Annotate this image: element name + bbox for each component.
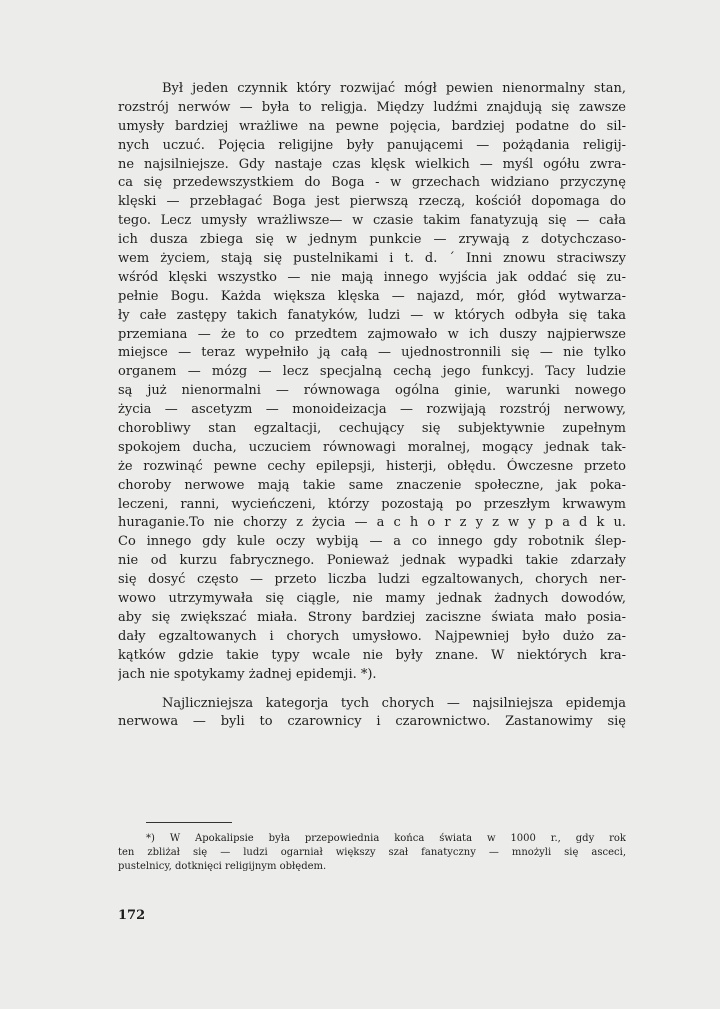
text-line: wśród klęski wszystko — nie mają innego wyjścia jak oddać się zu- (118, 269, 626, 285)
text-line: tego. Lecz umysły wrażliwsze— w czasie takim fanatyzują się — cała (118, 213, 626, 229)
text-line: Najliczniejsza kategorja tych chorych — najsilniejsza epidemja (162, 695, 626, 711)
text-line: kątków gdzie takie typy wcale nie były znane. W niektórych kra- (118, 647, 626, 663)
text-line: są już nienormalni — równowaga ogólna ginie, warunki nowego (118, 383, 626, 399)
text-line: spokojem ducha, uczuciem równowagi moralnej, mogący jednak tak- (118, 439, 626, 455)
text-line: nych uczuć. Pojęcia religijne były panującemi — pożądania religij- (118, 137, 626, 153)
footnote-line: ten zbliżał się — ludzi ogarniał większy szał fanatyczny — mnożyli się asceci, (118, 847, 626, 858)
page-number: 172 (118, 908, 146, 923)
footnote-line: pustelnicy, dotknięci religijnym obłędem. (118, 861, 327, 872)
footnote-divider (146, 822, 232, 823)
text-line: się dosyć często — przeto liczba ludzi egzaltowanych, chorych ner- (118, 572, 626, 588)
text-line: aby się zwiększać miała. Strony bardziej zaciszne świata mało posia- (118, 609, 626, 625)
footnote-line: *) W Apokalipsie była przepowiednia końca świata w 1000 r., gdy rok (146, 833, 626, 844)
paragraph-2 (118, 695, 626, 733)
text-line: Co innego gdy kule oczy wybiją — a co innego gdy robotnik ślep- (118, 534, 626, 550)
text-line: Był jeden czynnik który rozwijać mógł pewien nienormalny stan, (162, 81, 626, 96)
text-line: ich dusza zbiega się w jednym punkcie — zrywają z dotychczaso- (118, 232, 626, 248)
text-line: organem — mózg — lecz specjalną cechą jego funkcyj. Tacy ludzie (118, 364, 626, 380)
body-text (118, 80, 626, 732)
text-line: ca się przedewszystkiem do Boga - w grzechach widziano przyczynę (118, 175, 626, 191)
text-line: leczeni, ranni, wycieńczeni, którzy pozostają po przeszłym krwawym (118, 496, 626, 512)
text-line: przemiana — że to co przedtem zajmowało w ich duszy najpierwsze (118, 326, 626, 342)
text-line: pełnie Bogu. Każda większa klęska — najazd, mór, głód wytwarza- (118, 288, 626, 304)
text-line: wowo utrzymywała się ciągle, nie mamy jednak żadnych dowodów, (118, 591, 626, 607)
text-line: ły całe zastępy takich fanatyków, ludzi — w których odbyła się taka (118, 307, 626, 323)
text-line: klęski — przebłagać Boga jest pierwszą rzeczą, kościół dopomaga do (118, 194, 626, 210)
text-line: chorobliwy stan egzaltacji, cechujący się subjektywnie zupełnym (118, 421, 626, 437)
paragraph-1 (118, 80, 626, 685)
text-line: miejsce — teraz wypełniło ją całą — ujednostronnili się — nie tylko (118, 345, 626, 361)
text-line: dały egzaltowanych i chorych umysłowo. Najpewniej było dużo za- (118, 628, 626, 644)
footnote (118, 832, 626, 874)
text-line: wem życiem, stają się pustelnikami i t. d. ´ Inni znowu straciwszy (118, 251, 626, 267)
text-line: nerwowa — byli to czarownicy i czarownictwo. Zastanowimy się (118, 714, 626, 730)
text-line: rozstrój nerwów — była to religja. Między ludźmi znajdują się zawsze (118, 99, 626, 115)
text-line: nie od kurzu fabrycznego. Ponieważ jednak wypadki takie zdarzały (118, 553, 626, 569)
text-line: jach nie spotykamy żadnej epidemji. *). (118, 666, 377, 682)
text-line: huraganie.To nie chorzy z życia — a c h o r z y z w y p a d k u. (118, 515, 626, 531)
text-line: życia — ascetyzm — monoideizacja — rozwijają rozstrój nerwowy, (118, 402, 626, 418)
text-line: że rozwinąć pewne cechy epilepsji, histerji, obłędu. Ówczesne przeto (118, 458, 626, 474)
text-line: umysły bardziej wrażliwe na pewne pojęcia, bardziej podatne do sil- (118, 118, 626, 134)
text-line: choroby nerwowe mają takie same znaczenie społeczne, jak poka- (118, 477, 626, 493)
text-line: ne najsilniejsze. Gdy nastaje czas klęsk wielkich — myśl ogółu zwra- (118, 156, 626, 172)
